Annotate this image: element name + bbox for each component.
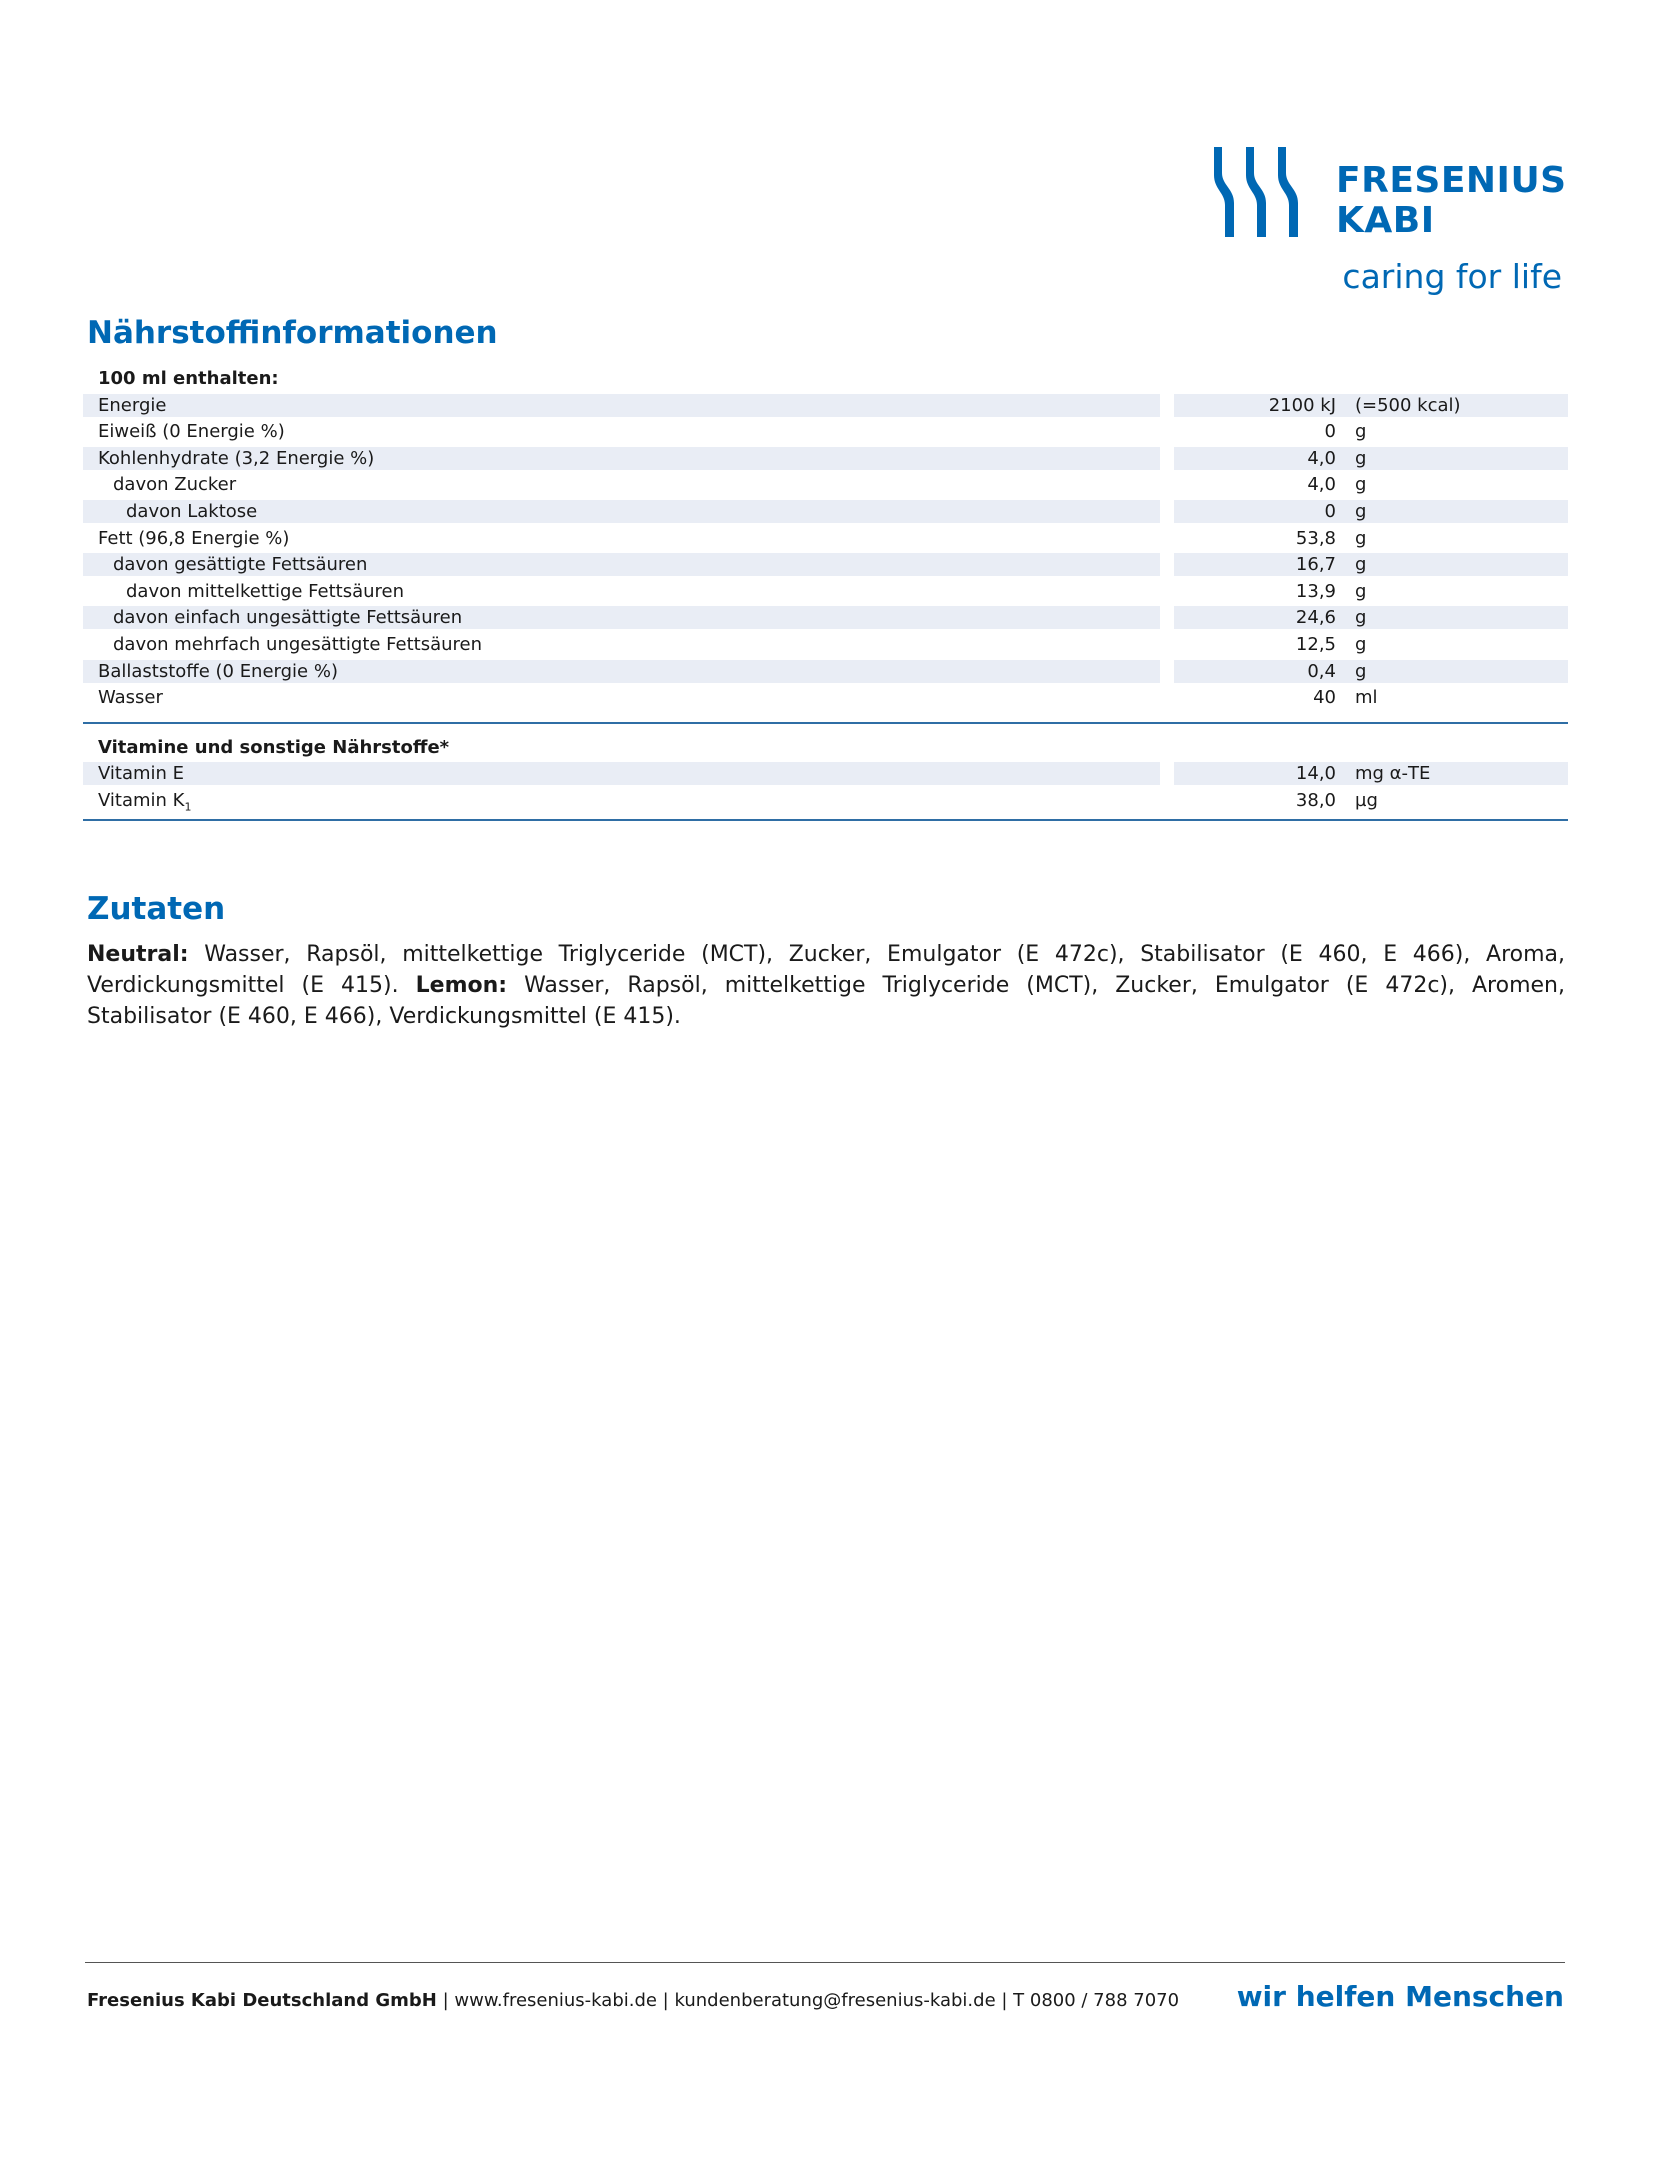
- table-divider: [83, 722, 1568, 724]
- row-unit: g: [1355, 447, 1367, 469]
- row-value: 38,0: [1295, 789, 1336, 811]
- row-unit: g: [1355, 527, 1367, 549]
- ingredients-title: Zutaten: [87, 891, 226, 927]
- row-value: 4,0: [1307, 474, 1336, 496]
- table-row: [83, 760, 1568, 787]
- footer-divider: [85, 1962, 1565, 1963]
- row-unit: ml: [1355, 687, 1378, 709]
- vitamins-header: Vitamine und sonstige Nährstoffe*: [98, 736, 450, 758]
- row-unit: g: [1355, 474, 1367, 496]
- table-row: [83, 787, 1568, 814]
- neutral-label: Neutral:: [87, 942, 189, 967]
- brand-logo: [1208, 145, 1568, 305]
- ingredients-text: [87, 939, 1565, 1032]
- table-row: [83, 631, 1568, 658]
- row-unit: g: [1355, 500, 1367, 522]
- row-value: 2100 kJ: [1268, 394, 1336, 416]
- table-row: [83, 418, 1568, 445]
- vitamins-header-row: [83, 734, 1568, 761]
- logo-name-line1: FRESENIUS: [1336, 160, 1567, 201]
- row-unit: (=500 kcal): [1355, 394, 1461, 416]
- row-label: davon Zucker: [113, 474, 237, 496]
- neutral-ingredients: Wasser, Rapsöl, mittelkettige Triglyceride (MCT), Zucker, Emulgator (E 472c), Stabilisator (E 460, E 466), Aroma, Verdickungsmittel (E 415).: [87, 942, 1565, 998]
- row-label: davon gesättigte Fettsäuren: [113, 554, 368, 576]
- fresenius-kabi-logo-icon: [1208, 145, 1304, 241]
- row-label: Fett (96,8 Energie %): [98, 527, 290, 549]
- row-label: Vitamin K: [98, 789, 185, 811]
- table-row: [83, 578, 1568, 605]
- row-label: davon mehrfach ungesättigte Fettsäuren: [113, 633, 483, 655]
- row-unit: g: [1355, 554, 1367, 576]
- row-value: 0: [1324, 421, 1336, 443]
- row-unit: mg α-TE: [1355, 763, 1431, 785]
- row-label-subscript: 1: [184, 800, 192, 814]
- row-label: Energie: [98, 394, 167, 416]
- nutrition-header-row: [83, 365, 1568, 392]
- table-row: [83, 604, 1568, 631]
- footer-company: Fresenius Kabi Deutschland GmbH: [87, 1990, 437, 2011]
- row-label: davon mittelkettige Fettsäuren: [126, 580, 405, 602]
- row-label: Ballaststoffe (0 Energie %): [98, 660, 338, 682]
- nutrition-table: [83, 365, 1568, 824]
- row-unit: g: [1355, 660, 1367, 682]
- table-row: [83, 392, 1568, 419]
- row-value: 12,5: [1295, 633, 1336, 655]
- row-value: 24,6: [1295, 607, 1336, 629]
- table-bottom-rule: [83, 819, 1568, 821]
- row-value: 53,8: [1295, 527, 1336, 549]
- row-unit: g: [1355, 607, 1367, 629]
- table-row: [83, 471, 1568, 498]
- row-value: 40: [1313, 687, 1336, 709]
- row-value: 4,0: [1307, 447, 1336, 469]
- lemon-ingredients: Wasser, Rapsöl, mittelkettige Triglyceride (MCT), Zucker, Emulgator (E 472c), Aromen, Stabilisator (E 460, E 466), Verdickungsmittel (E 415).: [87, 973, 1565, 1029]
- table-row: [83, 498, 1568, 525]
- row-value: 16,7: [1295, 554, 1336, 576]
- row-label: davon einfach ungesättigte Fettsäuren: [113, 607, 463, 629]
- table-row: [83, 445, 1568, 472]
- row-unit: g: [1355, 421, 1367, 443]
- row-value: 13,9: [1295, 580, 1336, 602]
- row-label: Eiweiß (0 Energie %): [98, 421, 285, 443]
- nutrition-header: 100 ml enthalten:: [98, 368, 279, 389]
- row-unit: g: [1355, 580, 1367, 602]
- row-label: Vitamin E: [98, 763, 185, 785]
- footer-contact-details: | www.fresenius-kabi.de | kundenberatung@fresenius-kabi.de | T 0800 / 788 7070: [436, 1990, 1180, 2011]
- footer-contact: [87, 1990, 1179, 2011]
- lemon-label: Lemon:: [415, 973, 508, 998]
- row-unit: g: [1355, 633, 1367, 655]
- row-label: davon Laktose: [126, 500, 258, 522]
- row-unit: µg: [1355, 789, 1378, 811]
- row-value: 0,4: [1307, 660, 1336, 682]
- table-row: [83, 684, 1568, 711]
- row-value: 14,0: [1295, 763, 1336, 785]
- table-row: [83, 658, 1568, 685]
- nutrition-title: Nährstoffinformationen: [87, 315, 498, 351]
- logo-name-line2: KABI: [1336, 200, 1435, 241]
- table-row: [83, 525, 1568, 552]
- row-value: 0: [1324, 500, 1336, 522]
- logo-tagline: caring for life: [1342, 257, 1562, 296]
- table-row: [83, 551, 1568, 578]
- row-label: Wasser: [98, 687, 163, 709]
- row-label: Kohlenhydrate (3,2 Energie %): [98, 447, 375, 469]
- logo-wordmark: [1336, 161, 1567, 241]
- footer-slogan: wir helfen Menschen: [1236, 1980, 1564, 2013]
